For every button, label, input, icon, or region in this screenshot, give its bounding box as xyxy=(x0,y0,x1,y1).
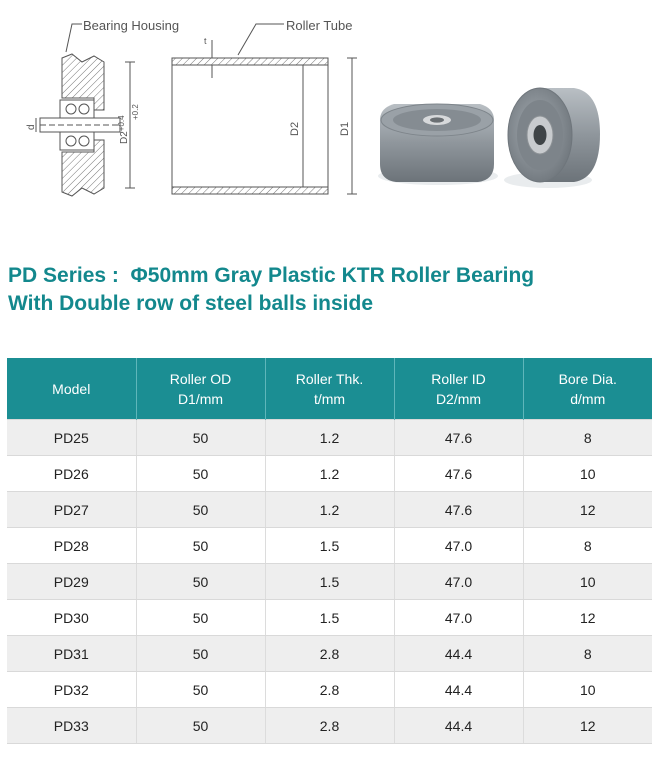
header-model xyxy=(7,358,136,420)
table-row xyxy=(7,600,652,636)
cell-roller-thk: 1.2 xyxy=(265,492,394,528)
cell-roller-id: 44.4 xyxy=(394,672,523,708)
header-roller-thk-label: Roller Thk. xyxy=(295,370,364,387)
table-row xyxy=(7,528,652,564)
cell-roller-thk: 1.2 xyxy=(265,456,394,492)
table-row xyxy=(7,564,652,600)
table-row xyxy=(7,492,652,528)
cell-bore-dia: 8 xyxy=(523,528,652,564)
table-row xyxy=(7,456,652,492)
table-row xyxy=(7,708,652,744)
cell-roller-id: 44.4 xyxy=(394,636,523,672)
cell-roller-thk: 1.2 xyxy=(265,420,394,456)
cell-bore-dia: 10 xyxy=(523,456,652,492)
cell-roller-id: 47.6 xyxy=(394,420,523,456)
header-model-label: Model xyxy=(52,380,91,397)
bearing-housing-label: Bearing Housing xyxy=(83,18,180,33)
header-roller-thk xyxy=(265,358,394,420)
cell-roller-thk: 2.8 xyxy=(265,708,394,744)
header-bore-dia xyxy=(523,358,652,420)
cell-bore-dia: 10 xyxy=(523,564,652,600)
product-heading xyxy=(8,262,658,318)
cell-model: PD31 xyxy=(7,636,136,672)
header-roller-od xyxy=(136,358,265,420)
heading-line-2: With Double row of steel balls inside xyxy=(8,292,374,315)
t-label: t xyxy=(204,36,207,46)
heading-line-1: PD Series : Φ50mm Gray Plastic KTR Roller Bearing xyxy=(8,264,535,287)
cell-roller-id: 47.0 xyxy=(394,564,523,600)
cell-roller-od: 50 xyxy=(136,528,265,564)
roller-angled-photo xyxy=(504,88,600,188)
cell-roller-thk: 1.5 xyxy=(265,528,394,564)
roller-tube-label: Roller Tube xyxy=(286,18,353,33)
cell-bore-dia: 8 xyxy=(523,420,652,456)
d1-label: D1 xyxy=(339,121,351,136)
header-bore-dia-unit: d/mm xyxy=(570,390,606,407)
cell-roller-od: 50 xyxy=(136,564,265,600)
cell-roller-od: 50 xyxy=(136,492,265,528)
d2-tolerance-label: $D2^{+0.4}$ xyxy=(117,115,130,144)
header-roller-od-label: Roller OD xyxy=(169,370,232,387)
header-roller-thk-unit: t/mm xyxy=(313,390,346,407)
cell-bore-dia: 12 xyxy=(523,600,652,636)
cell-roller-id: 44.4 xyxy=(394,708,523,744)
header-roller-id xyxy=(394,358,523,420)
cell-model: PD33 xyxy=(7,708,136,744)
cell-roller-id: 47.0 xyxy=(394,600,523,636)
table-row xyxy=(7,672,652,708)
roller-side-photo xyxy=(378,104,498,185)
cell-bore-dia: 12 xyxy=(523,708,652,744)
cell-roller-od: 50 xyxy=(136,672,265,708)
cell-roller-od: 50 xyxy=(136,636,265,672)
cell-roller-id: 47.6 xyxy=(394,492,523,528)
table-header-row xyxy=(7,358,652,420)
table-row xyxy=(7,636,652,672)
cell-bore-dia: 12 xyxy=(523,492,652,528)
cell-model: PD30 xyxy=(7,600,136,636)
header-roller-od-unit: D1/mm xyxy=(177,390,224,407)
header-bore-dia-label: Bore Dia. xyxy=(558,370,617,387)
header-roller-id-unit: D2/mm xyxy=(435,390,482,407)
cell-roller-od: 50 xyxy=(136,708,265,744)
header-roller-id-label: Roller ID xyxy=(431,370,486,387)
spec-table xyxy=(7,358,652,744)
cell-roller-thk: 1.5 xyxy=(265,564,394,600)
cell-roller-od: 50 xyxy=(136,420,265,456)
cell-model: PD27 xyxy=(7,492,136,528)
cell-bore-dia: 10 xyxy=(523,672,652,708)
cell-roller-id: 47.0 xyxy=(394,528,523,564)
cell-roller-thk: 2.8 xyxy=(265,672,394,708)
cell-model: PD25 xyxy=(7,420,136,456)
roller-tube-drawing xyxy=(172,24,357,194)
d2-tolerance-lower-label: +0.2 xyxy=(131,104,140,120)
cell-roller-od: 50 xyxy=(136,456,265,492)
cell-model: PD29 xyxy=(7,564,136,600)
d2-label: D2 xyxy=(289,121,301,136)
cell-roller-id: 47.6 xyxy=(394,456,523,492)
cell-bore-dia: 8 xyxy=(523,636,652,672)
cell-model: PD26 xyxy=(7,456,136,492)
bearing-housing-drawing xyxy=(36,24,135,196)
cell-roller-thk: 2.8 xyxy=(265,636,394,672)
technical-diagram xyxy=(0,0,666,240)
cell-model: PD28 xyxy=(7,528,136,564)
d-label: d xyxy=(26,124,37,130)
cell-model: PD32 xyxy=(7,672,136,708)
cell-roller-od: 50 xyxy=(136,600,265,636)
cell-roller-thk: 1.5 xyxy=(265,600,394,636)
table-row xyxy=(7,420,652,456)
